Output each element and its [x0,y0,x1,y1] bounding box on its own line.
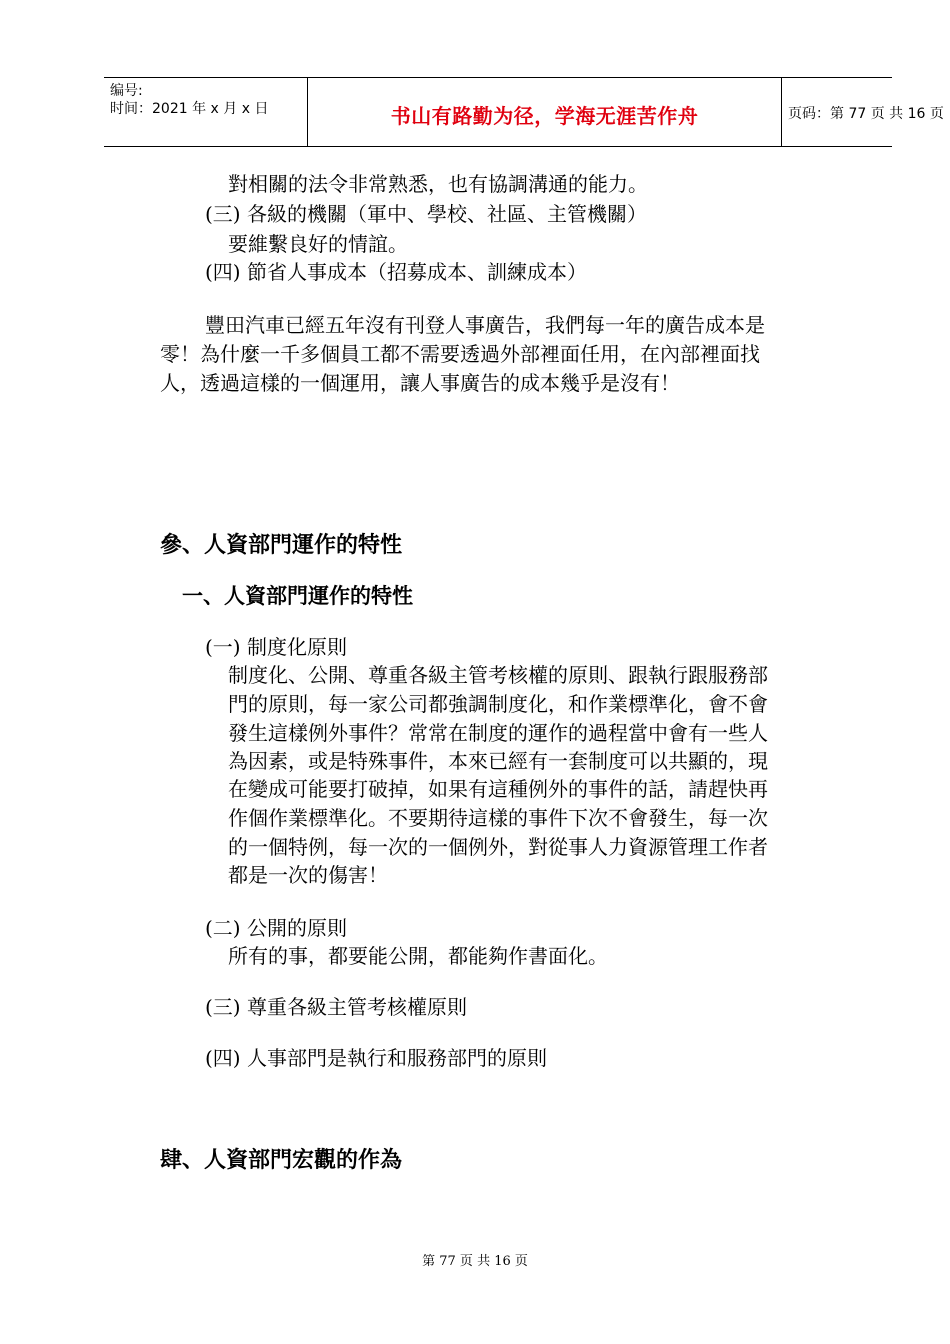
paragraph-line: 人，透過這樣的一個運用，讓人事廣告的成本幾乎是沒有！ [160,371,680,395]
page-header [104,77,944,147]
item-text-line: 為因素，或是特殊事件，本來已經有一套制度可以共顯的，現 [228,749,768,773]
subsection-heading: 一、人資部門運作的特性 [182,584,413,608]
footer-page-label: 第 77 页 共 16 页 [422,1254,528,1269]
body-line: 對相關的法令非常熟悉，也有協調溝通的能力。 [228,172,648,196]
item-title: (一) 制度化原則 [205,635,347,659]
page-footer [0,1250,950,1269]
item-title: (四) 人事部門是執行和服務部門的原則 [205,1046,547,1070]
document-time-label: 时间：2021 年 x 月 x 日 [110,101,269,117]
item-title: (二) 公開的原則 [205,916,347,940]
item-text-line: 所有的事，都要能公開，都能夠作書面化。 [228,944,608,968]
item-text-line: 的一個特例，每一次的一個例外，對從事人力資源管理工作者 [228,835,768,859]
header-meta-cell [104,78,308,146]
paragraph-line: 零！為什麼一千多個員工都不需要透過外部裡面任用，在內部裡面找 [160,342,760,366]
section-heading: 參、人資部門運作的特性 [160,533,403,558]
item-text-line: 門的原則，每一家公司都強調制度化，和作業標準化，會不會 [228,692,768,716]
motto-text: 书山有路勤为径，学海无涯苦作舟 [390,104,699,128]
item-text-line: 發生這樣例外事件？常常在制度的運作的過程當中會有一些人 [228,721,768,745]
document-number-label: 编号: [110,83,143,99]
item-title: (三) 尊重各級主管考核權原則 [205,995,467,1019]
item-text-line: 作個作業標準化。不要期待這樣的事件下次不會發生，每一次 [228,806,768,830]
item-text-line: 制度化、公開、尊重各級主管考核權的原則、跟執行跟服務部 [228,663,768,687]
header-motto-cell [308,78,782,146]
page-code-label: 页码：第 77 页 共 16 页 [788,106,944,122]
paragraph-line: 豐田汽車已經五年沒有刊登人事廣告，我們每一年的廣告成本是 [205,313,765,337]
section-heading: 肆、人資部門宏觀的作為 [160,1148,403,1173]
body-line: 要維繫良好的情誼。 [228,232,408,256]
body-line: (三) 各級的機關（軍中、學校、社區、主管機關） [205,202,647,226]
item-text-line: 在變成可能要打破掉，如果有這種例外的事件的話，請趕快再 [228,777,768,801]
header-page-cell [782,78,944,146]
body-line: (四) 節省人事成本（招募成本、訓練成本） [205,260,587,284]
item-text-line: 都是一次的傷害！ [228,863,388,887]
